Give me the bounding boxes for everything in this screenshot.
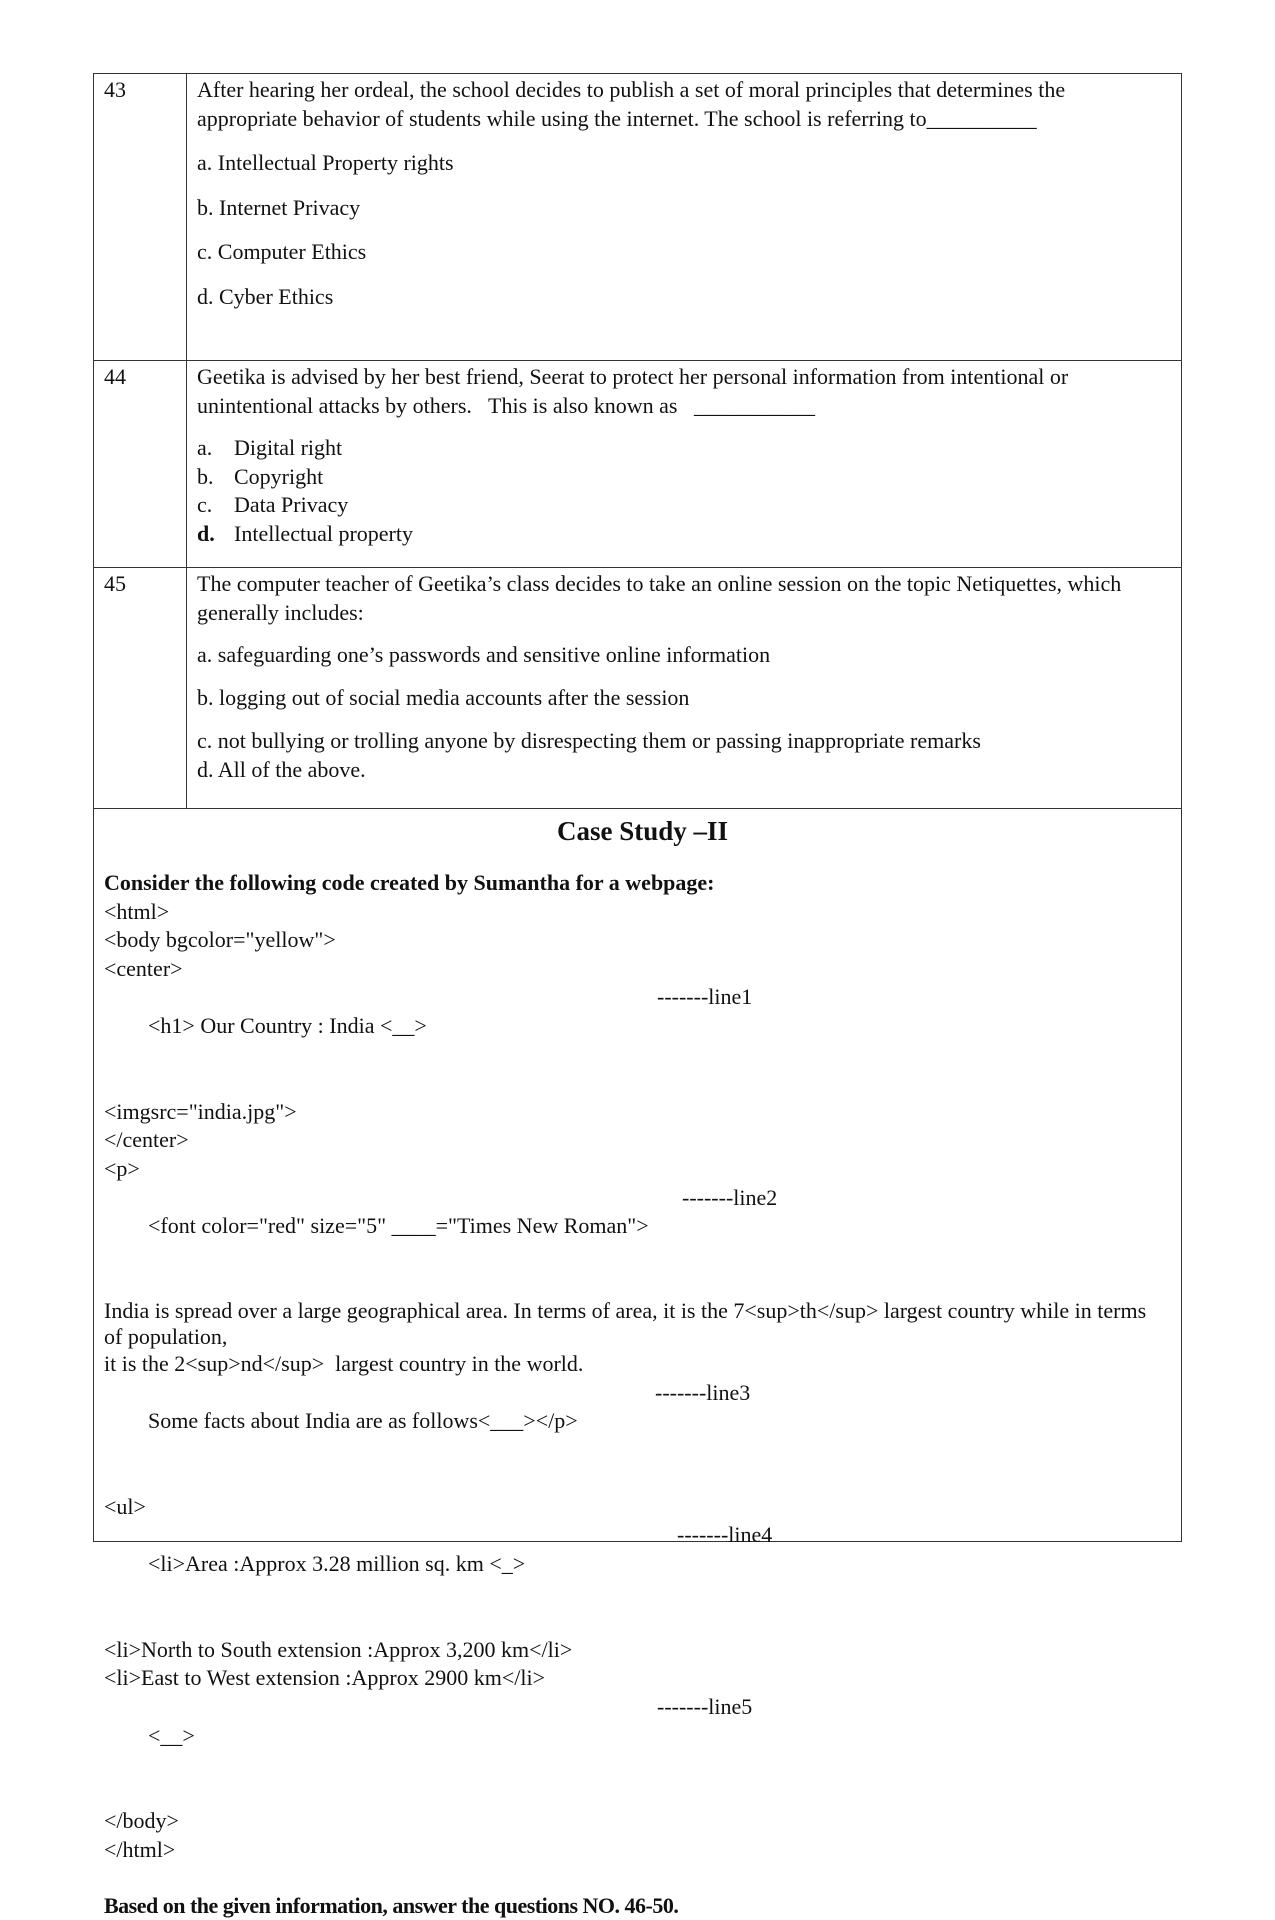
code-line: </center> [104,1127,189,1153]
case-study-section [94,809,1181,1918]
question-table [93,73,1182,1918]
code-line [104,1521,1181,1635]
option-letter: d. [197,520,215,546]
option-text: Digital right [234,435,343,460]
question-number: 44 [94,361,187,567]
code-line [104,983,1181,1097]
code-line: <li>North to South extension :Approx 3,200 km</li> [104,1636,573,1662]
case-study-title: Case Study –II [556,816,729,846]
code-line: <p> [104,1155,140,1181]
question-row-44 [94,361,1181,568]
code-line: <center> [104,955,183,981]
option-b: b. Internet Privacy [197,194,361,220]
option-a: a. safeguarding one’s passwords and sensitive online information [197,642,771,667]
option-c [197,491,1161,520]
code-line: <html> [104,898,170,924]
question-body [187,74,1181,360]
option-text: Copyright [234,463,324,489]
option-text: Data Privacy [234,492,349,517]
option-letter: c. [197,492,213,517]
option-letter: a. [197,435,213,460]
code-line: <li>East to West extension :Approx 2900 km</li> [104,1665,545,1691]
question-number: 45 [94,568,187,808]
question-body [187,361,1181,567]
question-text: After hearing her ordeal, the school decides to publish a set of moral principles that determines the appropriate behavior of students while using the internet. The school is referring to__________ [197,77,1066,131]
line-marker: -------line2 [682,1184,778,1210]
option-a [197,434,1161,463]
option-letter: b. [197,463,214,489]
option-d [197,520,1161,549]
code-line [104,1379,1181,1493]
code-line: <imgsrc="india.jpg"> [104,1098,297,1124]
code-listing [104,898,1181,1865]
code-line: </html> [104,1837,176,1862]
question-text: Geetika is advised by her best friend, Seerat to protect her personal information from intentional or unintentional attacks by others. This is also known as ___________ [197,364,1074,418]
code-text: <__> [148,1722,195,1748]
line-marker: -------line1 [657,984,753,1010]
option-b: b. logging out of social media accounts after the session [197,684,690,710]
question-number: 43 [94,74,187,360]
option-c: c. Computer Ethics [197,239,367,264]
question-row-45 [94,568,1181,809]
line-marker: -------line3 [655,1379,751,1405]
question-body [187,568,1181,808]
option-text: Intellectual property [234,520,413,546]
option-c: c. not bullying or trolling anyone by disrespecting them or passing inappropriate remarks [197,728,981,753]
code-line: India is spread over a large geographical area. In terms of area, it is the 7<sup>th</sup> largest country while in terms of population, [104,1297,1147,1349]
code-line [104,1184,1181,1298]
option-b [197,463,1161,492]
case-study-instruction: Based on the given information, answer the questions NO. 46-50. [104,1892,679,1918]
code-line [104,1693,1181,1807]
option-list [197,434,1161,548]
code-line: <ul> [104,1493,146,1519]
option-a: a. Intellectual Property rights [197,150,454,175]
line-marker: -------line5 [657,1694,753,1720]
option-d: d. Cyber Ethics [197,283,334,309]
code-line: <body bgcolor="yellow"> [104,927,336,953]
question-row-43 [94,74,1181,361]
option-d: d. All of the above. [197,756,366,782]
case-study-intro: Consider the following code created by Sumantha for a webpage: [104,870,715,895]
code-text: <font color="red" size="5" ____="Times New Roman"> [148,1213,649,1239]
code-line: it is the 2<sup>nd</sup> largest country in the world. [104,1350,584,1376]
code-text: <h1> Our Country : India <__> [148,1012,427,1038]
code-text: <li>Area :Approx 3.28 million sq. km <_> [148,1551,526,1577]
code-line: </body> [104,1808,179,1834]
line-marker: -------line4 [677,1522,773,1548]
code-text: Some facts about India are as follows<___></p> [148,1408,578,1434]
question-text: The computer teacher of Geetika’s class decides to take an online session on the topic Netiquettes, which generally includes: [197,571,1122,625]
